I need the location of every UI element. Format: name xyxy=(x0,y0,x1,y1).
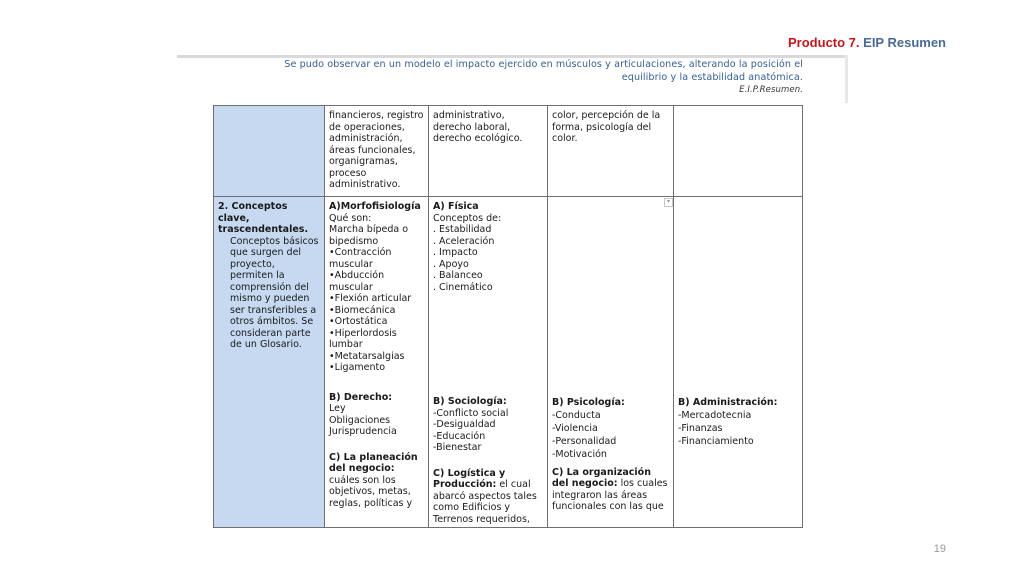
slide-title xyxy=(788,35,946,50)
organizacion-block xyxy=(552,467,669,513)
row1-concept-cell xyxy=(214,106,325,197)
row2-col5-cell xyxy=(674,197,803,528)
fisica-sub: Conceptos de: xyxy=(433,212,502,224)
list-item: •Hiperlordosis lumbar xyxy=(329,327,397,350)
spacer xyxy=(552,201,669,397)
list-item: •Ligamento xyxy=(329,362,386,373)
list-item: . Estabilidad xyxy=(433,224,492,235)
list-item: •Abducción muscular xyxy=(329,270,385,293)
list-item: -Violencia xyxy=(552,422,598,434)
list-item: •Contracción muscular xyxy=(329,247,392,270)
slide-title-rest: EIP Resumen xyxy=(859,35,946,50)
spacer xyxy=(329,374,424,392)
logistica-heading: C) Logística y Producción: xyxy=(433,467,506,490)
planeacion-block xyxy=(329,452,424,510)
list-item: -Finanzas xyxy=(678,422,723,434)
list-item: . Balanceo xyxy=(433,270,483,281)
derecho-heading: B) Derecho: xyxy=(329,391,393,403)
morfo-sub: Qué son: xyxy=(329,212,372,224)
page-number: 19 xyxy=(933,543,946,555)
logistica-body: el cual abarcó aspectos tales como Edificios y Terrenos requeridos, xyxy=(433,479,537,525)
list-item: •Ortostática xyxy=(329,316,388,327)
list-item: -Educación xyxy=(433,430,486,442)
list-item: -Bienestar xyxy=(433,442,482,453)
row1-col4-cell xyxy=(548,106,674,197)
row2-col4-cell xyxy=(548,197,674,528)
logistica-block xyxy=(433,468,543,526)
planeacion-body: cuáles son los objetivos, metas, reglas, políticas y xyxy=(329,474,413,509)
summary-table xyxy=(213,105,803,528)
intro-paragraph xyxy=(243,58,803,97)
list-item: . Apoyo xyxy=(433,258,469,270)
row1-col3-cell xyxy=(429,106,548,197)
list-item: •Metatarsalgias xyxy=(329,350,405,362)
row2-col2-cell xyxy=(325,197,429,528)
list-item: •Flexión articular xyxy=(329,293,412,304)
row1-col2-cell xyxy=(325,106,429,197)
row1-col3-text: administrativo, derecho laboral, derecho ecológico. xyxy=(433,110,523,144)
table-row xyxy=(214,106,803,197)
list-item: . Aceleración xyxy=(433,235,495,247)
organizacion-body: los cuales integraron las áreas funcionales con las que xyxy=(552,478,668,512)
side-divider xyxy=(845,55,848,103)
list-item: -Personalidad xyxy=(552,435,617,447)
collapse-toggle-icon[interactable]: ▾ xyxy=(664,198,673,207)
spacer xyxy=(433,293,543,396)
spacer xyxy=(678,201,798,397)
list-item: -Desigualdad xyxy=(433,419,496,430)
list-item: -Mercadotecnia xyxy=(678,409,752,421)
row1-col5-cell xyxy=(674,106,803,197)
list-item: Jurisprudencia xyxy=(329,426,397,437)
list-item: Ley xyxy=(329,403,346,414)
concept-title: 2. Conceptos clave, trascendentales. xyxy=(218,201,309,235)
list-item: -Conducta xyxy=(552,409,601,421)
sociologia-heading: B) Sociología: xyxy=(433,396,507,407)
list-item: -Motivación xyxy=(552,448,607,460)
list-item: Marcha bípeda o bipedismo xyxy=(329,224,409,247)
spacer xyxy=(329,438,424,452)
intro-citation: E.I.P.Resumen. xyxy=(739,85,803,95)
row2-concept-cell xyxy=(214,197,325,528)
list-item: . Impacto xyxy=(433,247,478,258)
list-item: •Biomecánica xyxy=(329,304,396,316)
fisica-heading: A) Física xyxy=(433,201,479,212)
list-item: Obligaciones xyxy=(329,414,391,426)
row1-col4-text: color, percepción de la forma, psicología del color. xyxy=(552,110,661,144)
psicologia-heading: B) Psicología: xyxy=(552,397,625,408)
row2-col3-cell xyxy=(429,197,548,528)
table-row xyxy=(214,197,803,528)
organizacion-heading: C) La organización del negocio: xyxy=(552,466,651,489)
slide-title-accent: Producto 7. xyxy=(788,35,860,50)
planeacion-heading: C) La planeación del negocio: xyxy=(329,451,418,474)
administracion-heading: B) Administración: xyxy=(678,397,778,408)
morfo-heading: A)Morfofisiología xyxy=(329,201,421,212)
spacer xyxy=(433,454,543,468)
list-item: -Conflicto social xyxy=(433,407,509,419)
list-item: -Financiamiento xyxy=(678,435,754,447)
row1-col2-text: financieros, registro de operaciones, administración, áreas funcionales, organigramas, proceso administrativo. xyxy=(329,110,424,190)
intro-text: Se pudo observar en un modelo el impacto ejercido en músculos y articulaciones, alterando la posición el equilibrio y la estabilidad anatómica. xyxy=(284,59,803,83)
concept-description: Conceptos básicos que surgen del proyecto, permiten la comprensión del mismo y pueden ser transferibles a otros ámbitos. Se consideran parte de un Glosario. xyxy=(230,235,319,350)
list-item: . Cinemático xyxy=(433,281,493,293)
